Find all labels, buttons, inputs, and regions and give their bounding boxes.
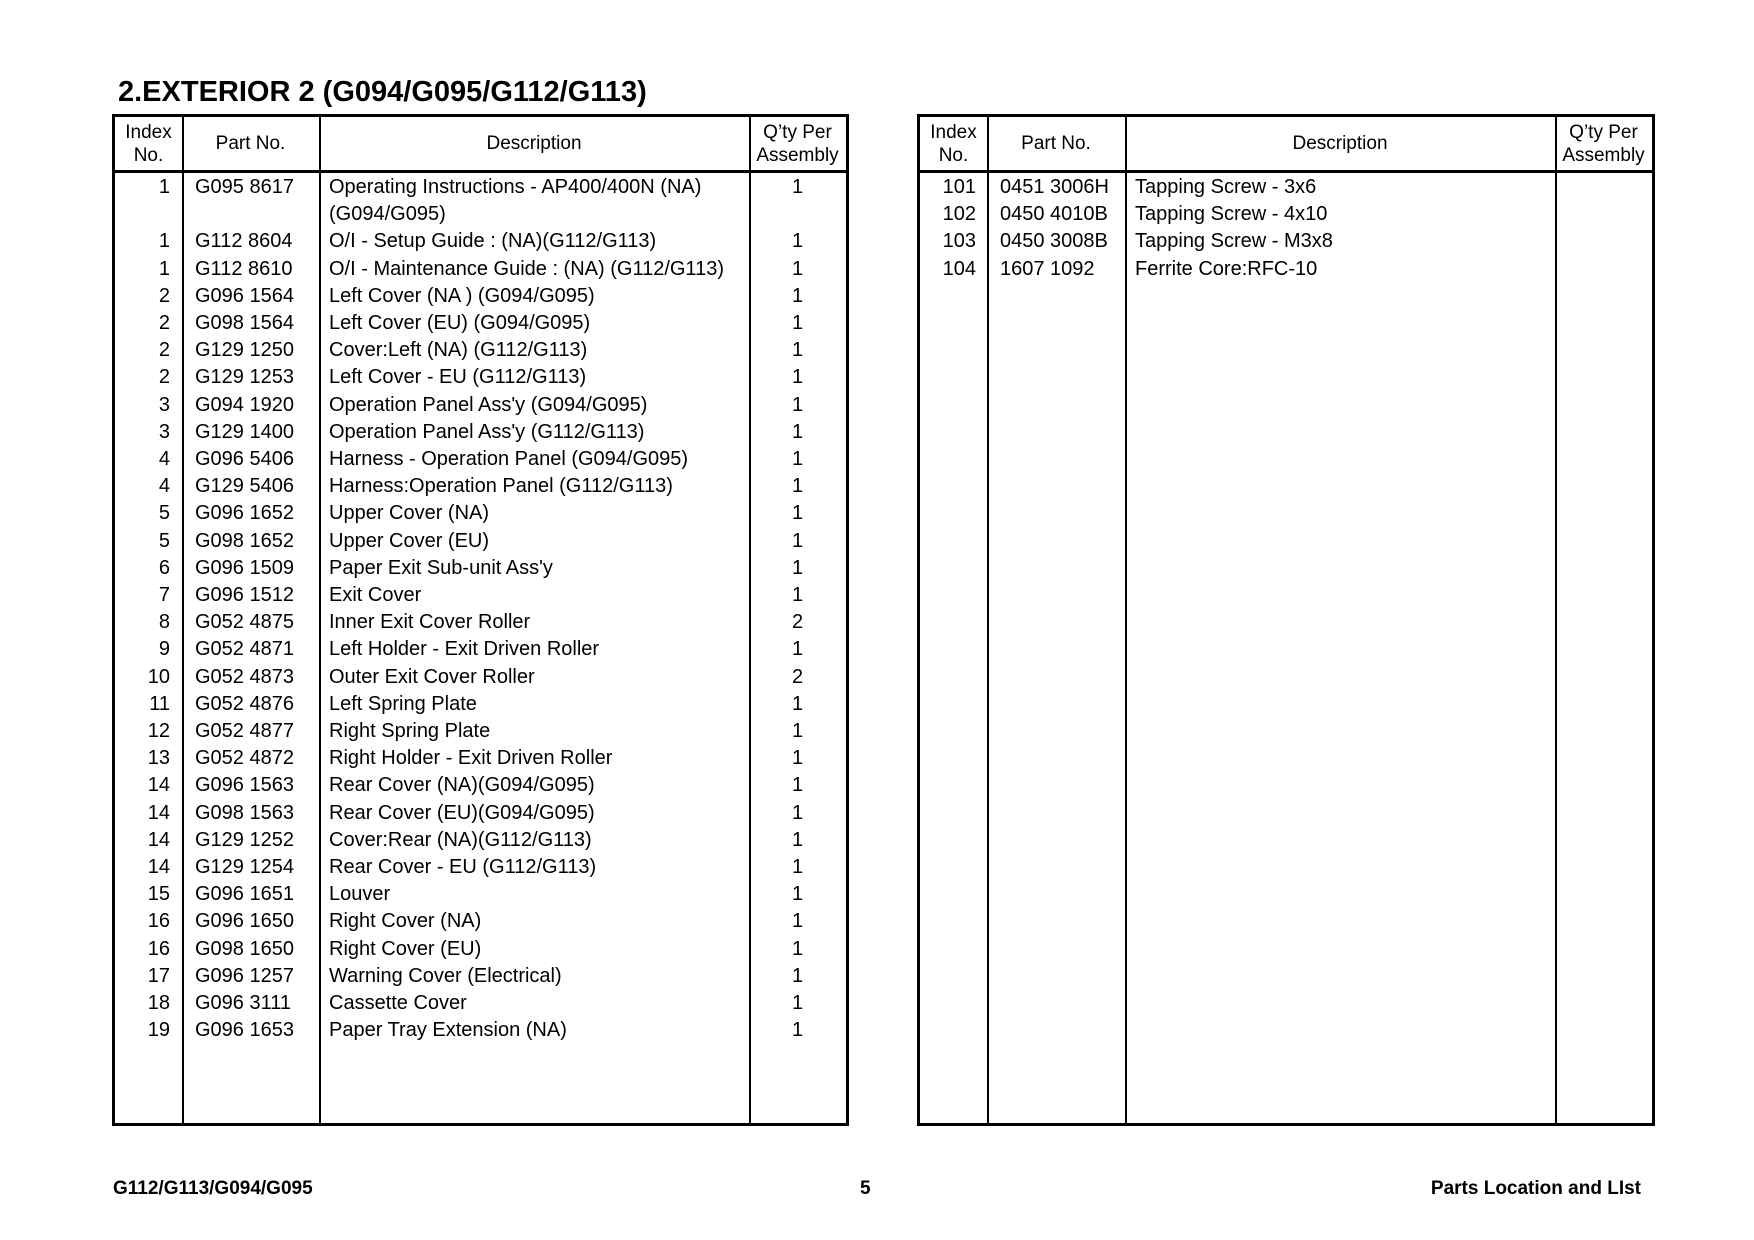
table-row xyxy=(115,283,846,310)
index-cell: 8 xyxy=(158,611,170,634)
part-no-cell: G098 1652 xyxy=(195,529,294,552)
index-cell: 102 xyxy=(942,203,976,226)
part-no-cell: G096 1512 xyxy=(195,584,294,606)
description-cell: Left Cover (EU) (G094/G095) xyxy=(329,312,591,334)
index-cell: 2 xyxy=(158,312,170,334)
index-cell: 10 xyxy=(147,665,170,688)
qty-cell: 1 xyxy=(791,502,804,525)
index-cell: 14 xyxy=(147,774,170,797)
qty-cell: 2 xyxy=(791,665,804,688)
header-part-no-label: Part No. xyxy=(1021,133,1091,154)
index-cell: 6 xyxy=(158,556,170,579)
index-cell: 17 xyxy=(147,964,170,987)
table-row xyxy=(115,174,846,201)
qty-cell: 1 xyxy=(791,774,804,797)
index-cell: 2 xyxy=(158,284,170,307)
table-row xyxy=(115,310,846,337)
header-description-label: Description xyxy=(486,133,582,154)
qty-cell: 1 xyxy=(791,475,804,498)
description-cell: Cover:Rear (NA)(G112/G113) xyxy=(329,828,592,851)
table-row xyxy=(115,473,846,500)
index-cell: 9 xyxy=(158,638,170,661)
page-title: 2.EXTERIOR 2 (G094/G095/G112/G113) xyxy=(118,76,647,108)
table-row xyxy=(115,990,846,1017)
table-row xyxy=(920,256,1652,283)
part-no-cell: 0450 4010B xyxy=(1000,203,1108,226)
qty-cell: 1 xyxy=(791,747,804,770)
header-part-no xyxy=(987,117,1125,170)
table-row xyxy=(115,718,846,745)
part-no-cell: G095 8617 xyxy=(195,176,294,198)
index-cell: 2 xyxy=(158,339,170,362)
index-cell: 14 xyxy=(147,856,170,878)
qty-cell: 1 xyxy=(791,339,804,362)
part-no-cell: G129 1400 xyxy=(195,420,294,443)
part-no-cell: G096 1509 xyxy=(195,556,294,579)
table-row xyxy=(115,881,846,908)
description-cell: Operating Instructions - AP400/400N (NA) xyxy=(329,176,702,198)
qty-cell: 1 xyxy=(791,448,804,470)
header-divider xyxy=(115,170,846,173)
description-cell: Left Spring Plate xyxy=(329,692,477,715)
description-cell: Exit Cover xyxy=(329,584,422,606)
description-cell: O/I - Maintenance Guide : (NA) (G112/G113) xyxy=(329,257,724,280)
description-cell: O/I - Setup Guide : (NA)(G112/G113) xyxy=(329,230,657,253)
qty-cell: 1 xyxy=(791,257,804,280)
header-qty-line2: Assembly xyxy=(756,144,839,166)
table-row xyxy=(115,201,846,228)
parts-table-left xyxy=(112,114,849,1126)
header-index-line2: No. xyxy=(133,144,164,166)
header-description xyxy=(1125,117,1555,170)
table-row xyxy=(920,201,1652,228)
table-row xyxy=(115,500,846,527)
index-cell: 19 xyxy=(147,1019,170,1042)
header-index-line1: Index xyxy=(125,121,172,143)
table-row xyxy=(115,636,846,663)
table-row xyxy=(115,827,846,854)
part-no-cell: G052 4871 xyxy=(195,638,294,661)
description-cell: Right Cover (NA) xyxy=(329,910,482,933)
table-row xyxy=(115,419,846,446)
table-row xyxy=(115,854,846,881)
description-cell: Rear Cover - EU (G112/G113) xyxy=(329,856,597,878)
description-cell: Tapping Screw - M3x8 xyxy=(1135,230,1333,253)
table-row xyxy=(115,772,846,799)
description-cell: Harness - Operation Panel (G094/G095) xyxy=(329,448,689,470)
index-cell: 2 xyxy=(158,366,170,389)
part-no-cell: G096 1650 xyxy=(195,910,294,933)
part-no-cell: G096 1653 xyxy=(195,1019,294,1042)
part-no-cell: G096 3111 xyxy=(195,992,292,1014)
qty-cell: 1 xyxy=(791,230,804,253)
index-cell: 13 xyxy=(147,747,170,770)
table-row xyxy=(920,174,1652,201)
description-cell: Tapping Screw - 3x6 xyxy=(1135,176,1317,198)
index-cell: 4 xyxy=(158,448,170,470)
description-cell: Ferrite Core:RFC-10 xyxy=(1135,257,1318,280)
qty-cell: 1 xyxy=(791,556,804,579)
part-no-cell: 1607 1092 xyxy=(1000,257,1095,280)
index-cell: 16 xyxy=(147,910,170,933)
qty-cell: 1 xyxy=(791,420,804,443)
header-qty-per-assembly xyxy=(749,117,846,170)
table-row xyxy=(115,800,846,827)
part-no-cell: G096 1651 xyxy=(195,883,294,906)
qty-cell: 1 xyxy=(791,284,804,307)
index-cell: 14 xyxy=(147,828,170,851)
table-row xyxy=(115,609,846,636)
index-cell: 16 xyxy=(147,937,170,960)
table-row xyxy=(115,936,846,963)
footer-section-name: Parts Location and LIst xyxy=(1430,1178,1641,1199)
description-cell: Warning Cover (Electrical) xyxy=(329,964,562,987)
qty-cell: 1 xyxy=(791,720,804,742)
header-index-no xyxy=(115,117,182,170)
header-qty-line1: Q’ty Per xyxy=(763,121,832,143)
qty-cell: 1 xyxy=(791,584,804,606)
qty-cell: 1 xyxy=(791,910,804,933)
qty-cell: 1 xyxy=(791,801,804,824)
description-cell: (G094/G095) xyxy=(329,203,446,226)
index-cell: 3 xyxy=(158,420,170,443)
table-row xyxy=(115,392,846,419)
part-no-cell: G098 1563 xyxy=(195,801,294,824)
index-cell: 18 xyxy=(147,992,170,1014)
index-cell: 5 xyxy=(158,502,170,525)
description-cell: Louver xyxy=(329,883,391,906)
table-row xyxy=(115,664,846,691)
index-cell: 12 xyxy=(147,720,170,742)
index-cell: 15 xyxy=(147,883,170,906)
part-no-cell: 0450 3008B xyxy=(1000,230,1108,253)
part-no-cell: G094 1920 xyxy=(195,393,294,416)
index-cell: 1 xyxy=(158,176,170,198)
header-part-no-label: Part No. xyxy=(215,133,286,154)
part-no-cell: G096 1564 xyxy=(195,284,294,307)
table-row xyxy=(115,528,846,555)
description-cell: Outer Exit Cover Roller xyxy=(329,665,535,688)
part-no-cell: G129 1252 xyxy=(195,828,294,851)
description-cell: Left Holder - Exit Driven Roller xyxy=(329,638,600,661)
description-cell: Rear Cover (EU)(G094/G095) xyxy=(329,801,595,824)
header-description xyxy=(319,117,749,170)
header-index-line2: No. xyxy=(938,144,969,166)
description-cell: Left Cover (NA ) (G094/G095) xyxy=(329,284,595,307)
part-no-cell: G129 5406 xyxy=(195,475,294,498)
part-no-cell: G129 1250 xyxy=(195,339,294,362)
qty-cell: 1 xyxy=(791,937,804,960)
description-cell: Upper Cover (EU) xyxy=(329,529,490,552)
qty-cell: 1 xyxy=(791,992,804,1014)
index-cell: 4 xyxy=(158,475,170,498)
part-no-cell: G052 4873 xyxy=(195,665,294,688)
footer-page-number: 5 xyxy=(860,1178,871,1199)
index-cell: 7 xyxy=(158,584,170,606)
header-divider xyxy=(920,170,1652,173)
qty-cell: 1 xyxy=(791,529,804,552)
description-cell: Left Cover - EU (G112/G113) xyxy=(329,366,587,389)
index-cell: 1 xyxy=(158,230,170,253)
description-cell: Right Cover (EU) xyxy=(329,937,482,960)
part-no-cell: G096 5406 xyxy=(195,448,294,470)
description-cell: Paper Exit Sub-unit Ass'y xyxy=(329,556,553,579)
description-cell: Rear Cover (NA)(G094/G095) xyxy=(329,774,595,797)
qty-cell: 1 xyxy=(791,1019,804,1042)
index-cell: 1 xyxy=(158,257,170,280)
table-row xyxy=(115,446,846,473)
index-cell: 104 xyxy=(942,257,976,280)
qty-cell: 1 xyxy=(791,312,804,334)
description-cell: Cover:Left (NA) (G112/G113) xyxy=(329,339,588,362)
part-no-cell: G098 1564 xyxy=(195,312,294,334)
index-cell: 101 xyxy=(942,176,976,198)
qty-cell: 1 xyxy=(791,964,804,987)
part-no-cell: G112 8604 xyxy=(195,230,293,253)
table-row xyxy=(115,256,846,283)
header-index-no xyxy=(920,117,987,170)
qty-cell: 1 xyxy=(791,638,804,661)
table-row xyxy=(115,908,846,935)
qty-cell: 1 xyxy=(791,856,804,878)
index-cell: 14 xyxy=(147,801,170,824)
part-no-cell: G098 1650 xyxy=(195,937,294,960)
header-qty-line2: Assembly xyxy=(1562,144,1645,166)
description-cell: Right Spring Plate xyxy=(329,720,491,742)
header-part-no xyxy=(182,117,319,170)
index-cell: 3 xyxy=(158,393,170,416)
header-qty-line1: Q’ty Per xyxy=(1569,121,1638,143)
description-cell: Right Holder - Exit Driven Roller xyxy=(329,747,613,770)
table-row xyxy=(115,364,846,391)
part-no-cell: G052 4876 xyxy=(195,692,294,715)
description-cell: Harness:Operation Panel (G112/G113) xyxy=(329,475,673,498)
index-cell: 5 xyxy=(158,529,170,552)
part-no-cell: 0451 3006H xyxy=(1000,176,1109,198)
description-cell: Cassette Cover xyxy=(329,992,467,1014)
table-row xyxy=(115,337,846,364)
description-cell: Tapping Screw - 4x10 xyxy=(1135,203,1328,226)
part-no-cell: G096 1563 xyxy=(195,774,294,797)
part-no-cell: G096 1652 xyxy=(195,502,294,525)
table-row xyxy=(920,228,1652,255)
table-row xyxy=(115,228,846,255)
table-row xyxy=(115,963,846,990)
part-no-cell: G052 4872 xyxy=(195,747,294,770)
table-row xyxy=(115,1017,846,1044)
index-cell: 103 xyxy=(942,230,976,253)
part-no-cell: G129 1253 xyxy=(195,366,294,389)
header-description-label: Description xyxy=(1292,133,1388,154)
qty-cell: 1 xyxy=(791,883,804,906)
part-no-cell: G052 4877 xyxy=(195,720,294,742)
description-cell: Upper Cover (NA) xyxy=(329,502,490,525)
table-row xyxy=(115,745,846,772)
table-row xyxy=(115,691,846,718)
qty-cell: 1 xyxy=(791,366,804,389)
table-row xyxy=(115,582,846,609)
description-cell: Paper Tray Extension (NA) xyxy=(329,1019,567,1042)
description-cell: Operation Panel Ass'y (G112/G113) xyxy=(329,420,645,443)
part-no-cell: G096 1257 xyxy=(195,964,294,987)
part-no-cell: G129 1254 xyxy=(195,856,294,878)
qty-cell: 1 xyxy=(791,393,804,416)
qty-cell: 2 xyxy=(791,611,804,634)
qty-cell: 1 xyxy=(791,692,804,715)
qty-cell: 1 xyxy=(791,176,804,198)
part-no-cell: G112 8610 xyxy=(195,257,293,280)
parts-table-right xyxy=(917,114,1655,1126)
footer-model-codes: G112/G113/G094/G095 xyxy=(113,1178,313,1199)
header-index-line1: Index xyxy=(930,121,977,143)
index-cell: 11 xyxy=(149,692,170,715)
description-cell: Operation Panel Ass'y (G094/G095) xyxy=(329,393,648,416)
description-cell: Inner Exit Cover Roller xyxy=(329,611,531,634)
header-qty-per-assembly xyxy=(1555,117,1652,170)
table-row xyxy=(115,555,846,582)
part-no-cell: G052 4875 xyxy=(195,611,294,634)
qty-cell: 1 xyxy=(791,828,804,851)
